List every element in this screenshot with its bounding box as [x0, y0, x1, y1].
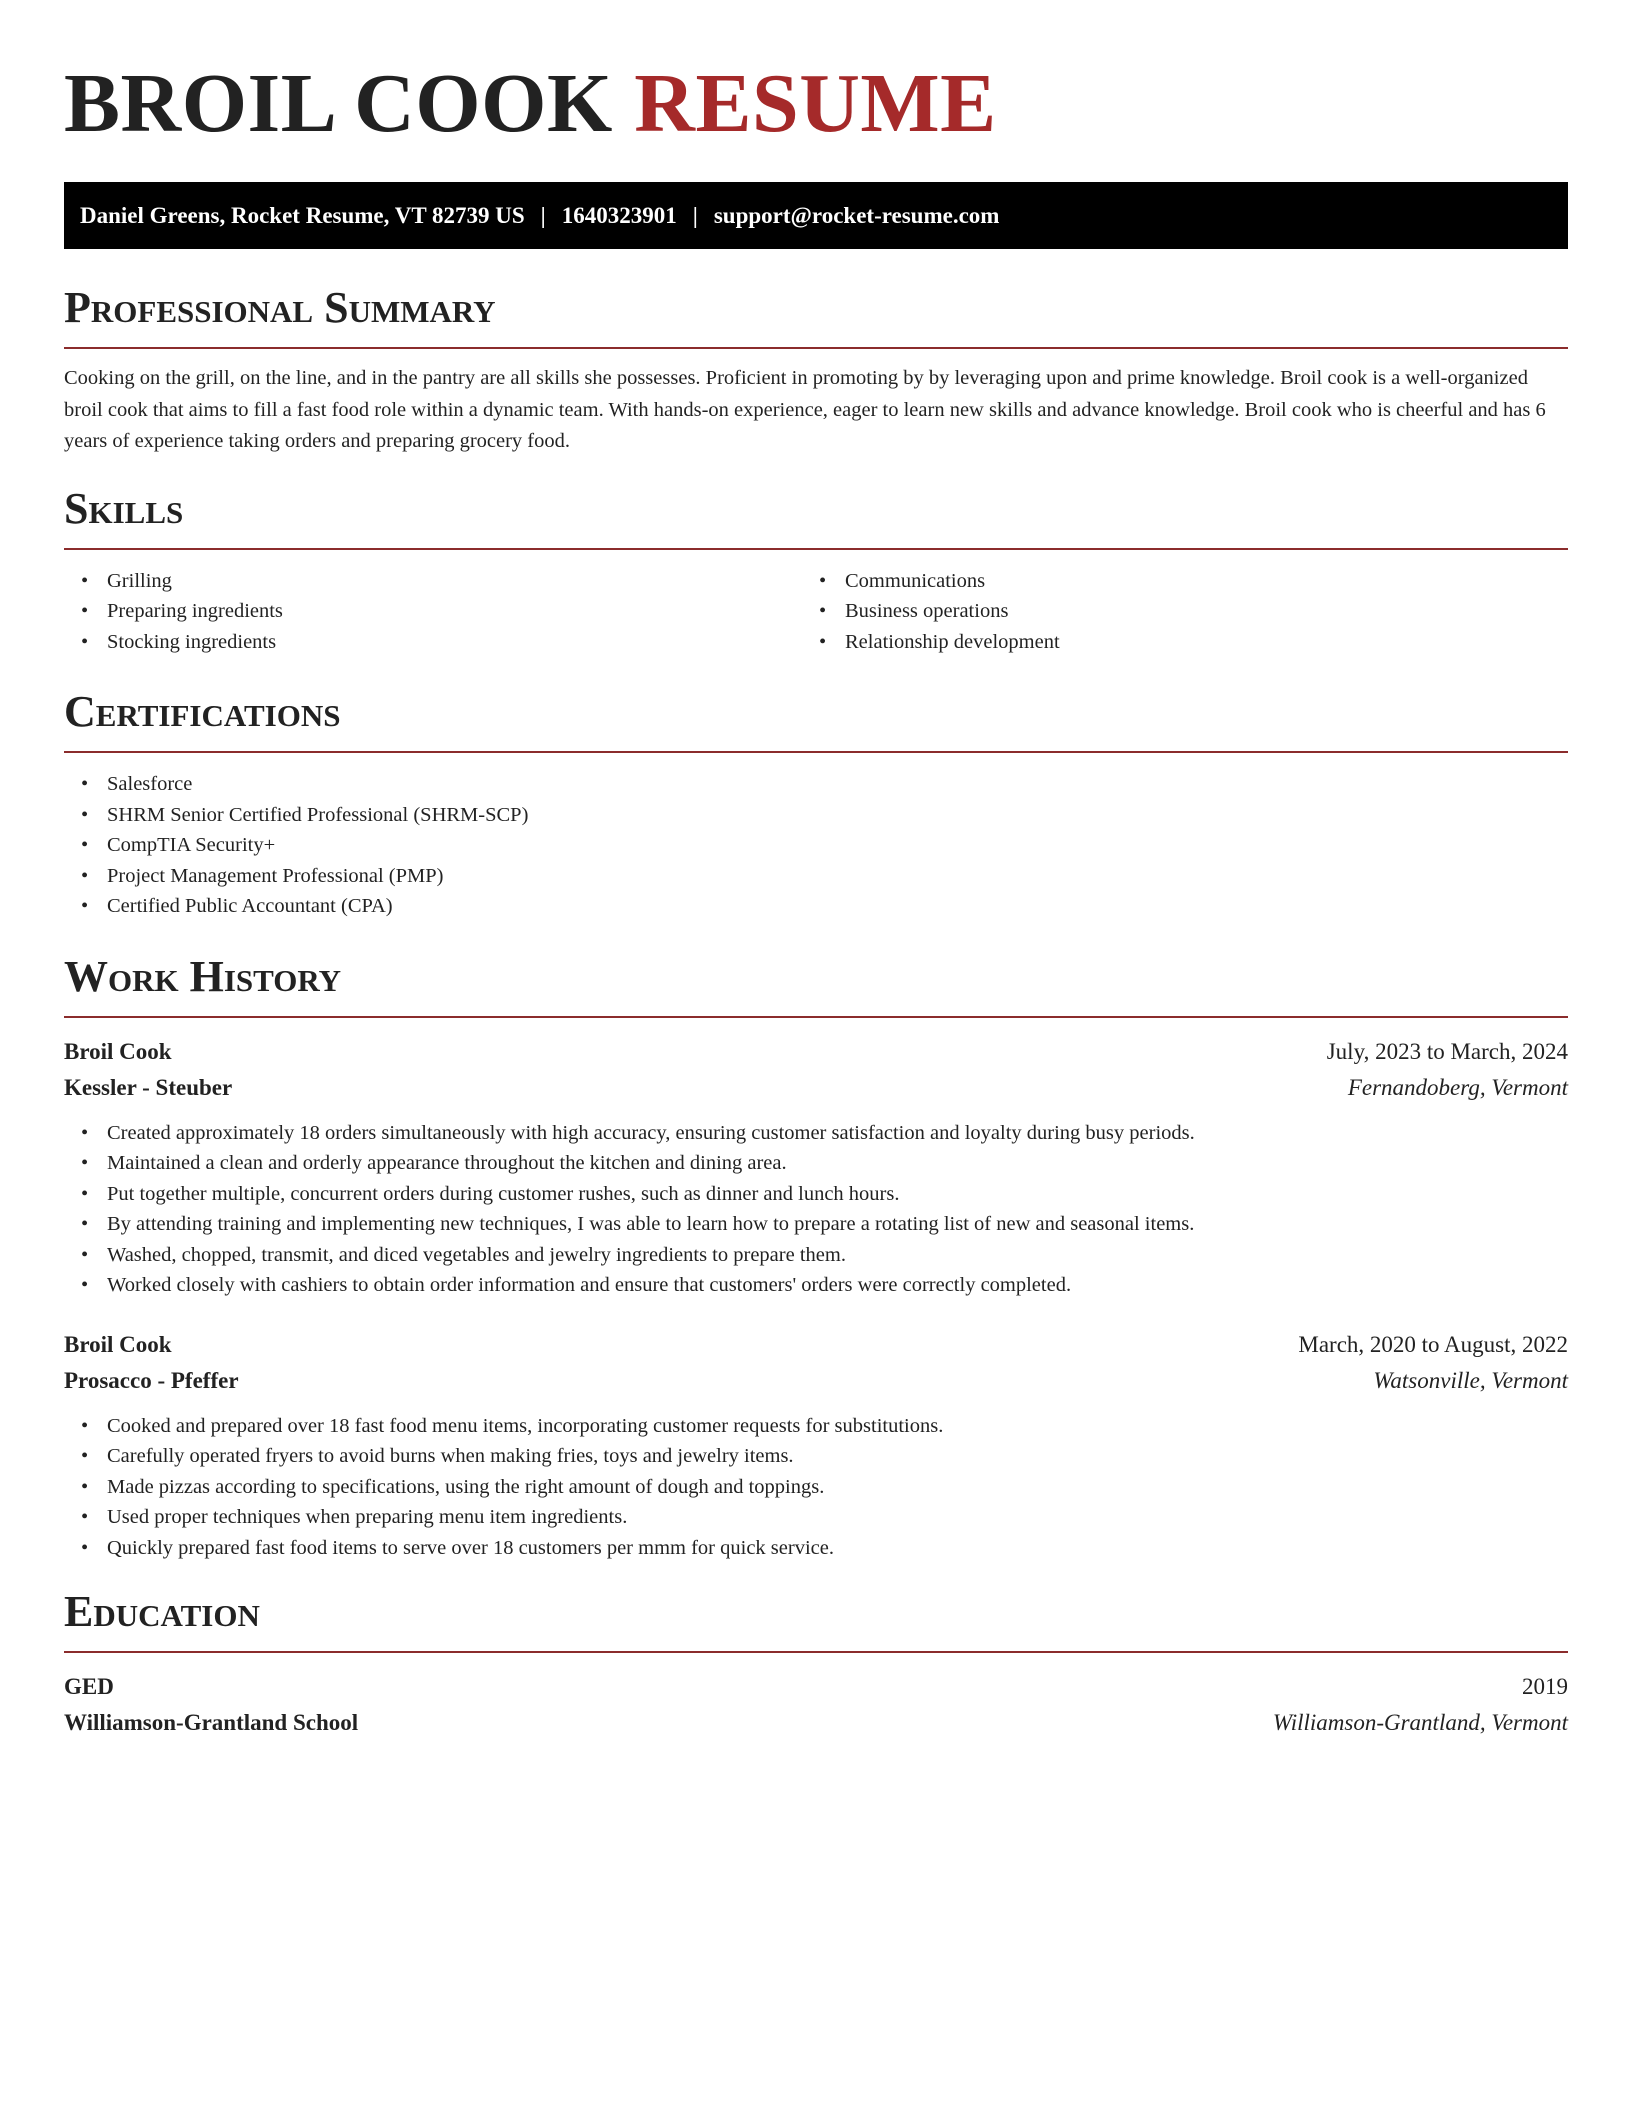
- job-duty: • Created approximately 18 orders simultaneously with high accuracy, ensuring customer satisfaction and loyalty during busy periods.: [64, 1118, 1568, 1149]
- job-duty: • Maintained a clean and orderly appearance throughout the kitchen and dining area.: [64, 1148, 1568, 1179]
- job-company-row: [64, 1070, 1568, 1106]
- summary-section: [64, 283, 1568, 458]
- skills-section: [64, 484, 1568, 658]
- contact-bar: [64, 182, 1568, 249]
- skills-grid: [64, 566, 1568, 658]
- job-duties-list: [64, 1118, 1568, 1301]
- skills-list-right: [802, 566, 1540, 658]
- contact-email: support@rocket-resume.com: [713, 202, 1000, 228]
- certification-item: • SHRM Senior Certified Professional (SHRM-SCP): [64, 800, 1568, 831]
- job-header-row: [64, 1034, 1568, 1070]
- contact-address: Daniel Greens, Rocket Resume, VT 82739 US: [80, 202, 525, 228]
- job-company: Prosacco - Pfeffer: [64, 1367, 239, 1393]
- resume-title: [64, 52, 1568, 156]
- section-divider: [64, 1651, 1568, 1653]
- skill-item: • Business operations: [802, 596, 1540, 627]
- section-title-skills: Skills: [64, 483, 184, 533]
- job-entry: [64, 1034, 1568, 1301]
- job-duty: • Put together multiple, concurrent orders during customer rushes, such as dinner and lunch hours.: [64, 1179, 1568, 1210]
- job-duty: • Washed, chopped, transmit, and diced vegetables and jewelry ingredients to prepare them.: [64, 1240, 1568, 1271]
- job-location: Watsonville, Vermont: [1373, 1367, 1568, 1393]
- education-section: [64, 1587, 1568, 1741]
- job-duty: • Used proper techniques when preparing menu item ingredients.: [64, 1502, 1568, 1533]
- education-header-row: [64, 1669, 1568, 1705]
- certification-item: • CompTIA Security+: [64, 830, 1568, 861]
- section-title-education: Education: [64, 1587, 260, 1636]
- contact-separator: |: [692, 202, 698, 228]
- job-duties-list: [64, 1411, 1568, 1564]
- job-dates: July, 2023 to March, 2024: [1326, 1038, 1568, 1064]
- contact-separator: |: [540, 202, 546, 228]
- work-history-section: [64, 952, 1568, 1564]
- job-duty: • Carefully operated fryers to avoid burns when making fries, toys and jewelry items.: [64, 1441, 1568, 1472]
- certifications-section: [64, 687, 1568, 922]
- contact-phone: 1640323901: [561, 202, 677, 228]
- section-title-work-history: Work History: [64, 951, 342, 1001]
- section-title-certifications: Certifications: [64, 687, 341, 736]
- job-dates: March, 2020 to August, 2022: [1298, 1331, 1568, 1357]
- section-divider: [64, 1016, 1568, 1018]
- job-company-row: [64, 1363, 1568, 1399]
- section-divider: [64, 548, 1568, 550]
- skill-item: • Grilling: [64, 566, 802, 597]
- job-company: Kessler - Steuber: [64, 1074, 233, 1100]
- education-entry: [64, 1669, 1568, 1741]
- certifications-list: [64, 769, 1568, 922]
- education-location: Williamson-Grantland, Vermont: [1272, 1710, 1568, 1735]
- job-location: Fernandoberg, Vermont: [1347, 1074, 1568, 1100]
- skill-item: • Preparing ingredients: [64, 596, 802, 627]
- title-accent: RESUME: [634, 57, 997, 150]
- job-entry: [64, 1327, 1568, 1564]
- skills-list-left: [64, 566, 802, 658]
- job-title: Broil Cook: [64, 1038, 172, 1064]
- section-divider: [64, 347, 1568, 349]
- job-duty: • Quickly prepared fast food items to serve over 18 customers per mmm for quick service.: [64, 1533, 1568, 1564]
- job-duty: • Made pizzas according to specifications, using the right amount of dough and toppings.: [64, 1472, 1568, 1503]
- title-main: BROIL COOK: [64, 57, 613, 150]
- skill-item: • Stocking ingredients: [64, 627, 802, 658]
- skill-item: • Communications: [802, 566, 1540, 597]
- education-degree: GED: [64, 1674, 114, 1699]
- certification-item: • Project Management Professional (PMP): [64, 861, 1568, 892]
- job-header-row: [64, 1327, 1568, 1363]
- education-year: 2019: [1522, 1674, 1568, 1699]
- certification-item: • Salesforce: [64, 769, 1568, 800]
- job-title: Broil Cook: [64, 1331, 172, 1357]
- skill-item: • Relationship development: [802, 627, 1540, 658]
- job-duty: • Worked closely with cashiers to obtain order information and ensure that customers' orders were correctly completed.: [64, 1270, 1568, 1301]
- certification-item: • Certified Public Accountant (CPA): [64, 891, 1568, 922]
- section-title-summary: Professional Summary: [64, 283, 496, 332]
- section-divider: [64, 751, 1568, 753]
- education-school-row: [64, 1705, 1568, 1741]
- summary-text: Cooking on the grill, on the line, and in the pantry are all skills she possesses. Proficient in promoting by by leveraging upon and prime knowledge. Broil cook is a well-organized broil cook that aims to fill a fast food role within a dynamic team. With hands-on experience, eager to learn new skills and advance knowledge. Broil cook who is cheerful and has 6 years of experience taking orders and preparing grocery food.: [64, 367, 1546, 452]
- job-duty: • By attending training and implementing new techniques, I was able to learn how to prepare a rotating list of new and seasonal items.: [64, 1209, 1568, 1240]
- education-school: Williamson-Grantland School: [64, 1710, 359, 1735]
- job-duty: • Cooked and prepared over 18 fast food menu items, incorporating customer requests for substitutions.: [64, 1411, 1568, 1442]
